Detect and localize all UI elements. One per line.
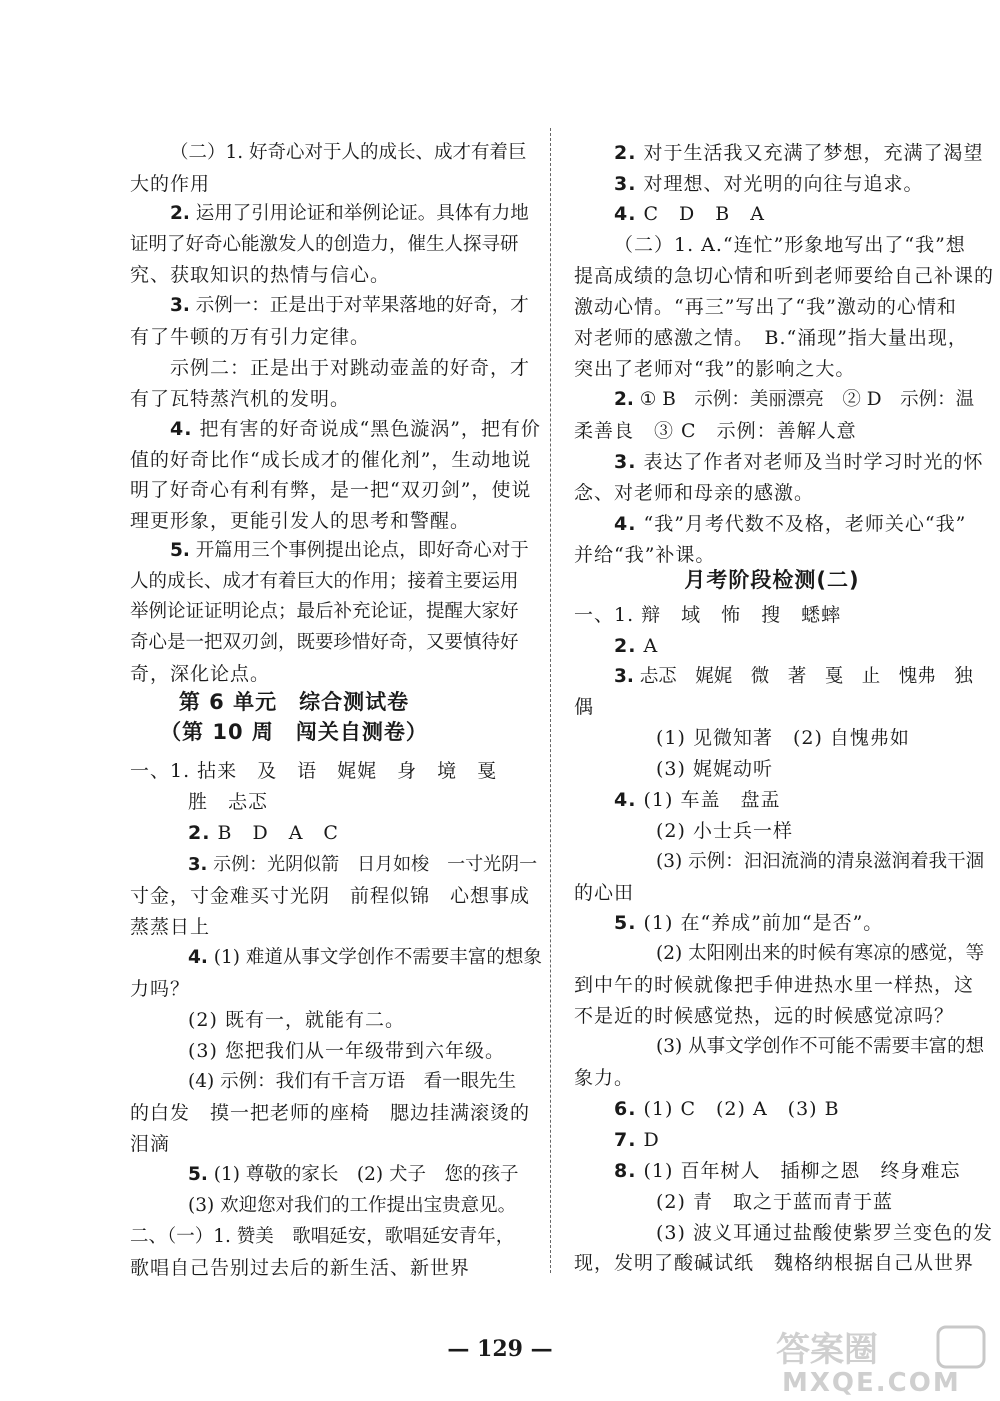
answer-line	[130, 883, 530, 909]
question-number: 8.	[614, 1160, 637, 1182]
answer-line	[614, 633, 658, 659]
section-heading	[572, 566, 972, 594]
answer-text: 对于生活我又充满了梦想，充满了渴望	[643, 142, 984, 164]
answer-text: 胜 忐忑	[188, 791, 269, 813]
question-number: 5.	[614, 912, 637, 934]
answer-text: (3) 您把我们从一年级带到六年级。	[188, 1040, 505, 1062]
answer-text: (1) 车盖 盘盂	[643, 789, 781, 811]
answer-line	[188, 1007, 405, 1033]
question-number: 3.	[614, 666, 634, 687]
answer-text: (1) 见微知著 (2) 自愧弗如	[656, 727, 910, 749]
page-number: — 129 —	[447, 1336, 553, 1362]
answer-line	[656, 756, 773, 782]
answer-text: 柔善良 ③ C 示例：善解人意	[574, 420, 857, 442]
answer-line	[170, 416, 541, 442]
answer-text: 有了瓦特蒸汽机的发明。	[130, 388, 351, 410]
answer-line	[188, 820, 339, 846]
answer-text: ① B 示例：美丽漂亮 ② D 示例：温	[639, 389, 975, 410]
answer-text: 有了牛顿的万有引力定律。	[130, 326, 371, 348]
watermark-bottom-text: MXQE.COM	[782, 1368, 961, 1397]
answer-line	[614, 1127, 660, 1153]
answer-line	[170, 538, 529, 564]
answer-line	[188, 852, 537, 878]
answer-text: 示例：光阴似箭 日月如梭 一寸光阴一	[213, 854, 538, 875]
answer-text: 力吗？	[130, 978, 191, 1000]
answer-text: D	[643, 1129, 660, 1151]
section-heading-text: 第 6 单元 综合测试卷	[178, 690, 410, 714]
answer-text: 大的作用	[130, 173, 211, 195]
answer-text: (2) 既有一，就能有二。	[188, 1009, 405, 1031]
answer-text: (2) 小士兵一样	[656, 820, 793, 842]
answer-text: 人的成长、成才有着巨大的作用；接着主要运用	[130, 571, 519, 592]
question-number: 4.	[614, 203, 637, 225]
answer-text: (1) 尊敬的家长 (2) 犬子 您的孩子	[213, 1164, 519, 1185]
section-heading-text: （第 10 周 闯关自测卷）	[160, 720, 428, 744]
answer-text: A	[643, 635, 659, 657]
answer-text: 表达了作者对老师及当时学习时光的怀	[643, 451, 984, 473]
answer-line	[656, 725, 910, 751]
watermark-logo	[770, 1325, 990, 1397]
answer-line	[130, 447, 531, 473]
answer-text: 泪滴	[130, 1133, 171, 1155]
answer-line	[170, 355, 530, 381]
answer-line	[188, 945, 542, 971]
answer-text: (3) 波义耳通过盐酸使紫罗兰变色的发	[656, 1222, 993, 1244]
answer-line	[188, 1069, 516, 1095]
answer-line	[614, 787, 780, 813]
answer-line	[574, 1003, 954, 1029]
answer-line	[130, 661, 270, 687]
answer-text: 的心田	[574, 882, 635, 904]
answer-line	[188, 789, 268, 815]
question-number: 2.	[614, 142, 637, 164]
answer-text: 的白发 摸一把老师的座椅 腮边挂满滚烫的	[130, 1102, 531, 1124]
answer-text: 二、（一）1. 赞美 歌唱延安，歌唱延安青年，	[130, 1226, 515, 1247]
answer-text: 证明了好奇心能激发人的创造力，催生人探寻研	[130, 234, 519, 255]
answer-text: (2) 太阳刚出来的时候有寒凉的感觉，等	[656, 943, 985, 964]
answer-line	[656, 941, 984, 967]
question-number: 3.	[188, 854, 208, 875]
answer-text: 示例二：正是出于对跳动壶盖的好奇，才	[170, 357, 531, 379]
answer-line	[574, 972, 974, 998]
answer-text: 值的好奇比作“成长成才的催化剂”，生动地说	[130, 449, 532, 471]
answer-line	[574, 263, 994, 289]
answer-text: B D A C	[217, 822, 339, 844]
answer-line	[614, 387, 974, 413]
answer-line	[574, 694, 594, 720]
watermark-top-text: 答案圈	[776, 1330, 878, 1370]
answer-line	[130, 599, 519, 625]
answer-text: (1) 在“养成”前加“是否”。	[643, 912, 884, 934]
answer-text: 运用了引用论证和举例论证。具体有力地	[195, 203, 529, 224]
answer-text: “我”月考代数不及格，老师关心“我”	[643, 513, 967, 535]
question-number: 2.	[188, 822, 211, 844]
answer-line	[130, 477, 531, 503]
answer-line	[574, 602, 841, 628]
answer-text: 奇，深化论点。	[130, 663, 271, 685]
question-number: 2.	[614, 389, 634, 410]
answer-text: C D B A	[643, 203, 765, 225]
answer-line	[130, 171, 210, 197]
answer-line	[170, 140, 527, 166]
answer-text: 象力。	[574, 1067, 635, 1089]
answer-line	[614, 910, 883, 936]
answer-text: (2) 青 取之于蓝而青于蓝	[656, 1191, 893, 1213]
question-number: 4.	[614, 513, 637, 535]
question-number: 7.	[614, 1129, 637, 1151]
answer-line	[188, 1038, 505, 1064]
question-number: 3.	[614, 173, 637, 195]
answer-text: (4) 示例：我们有千言万语 看一眼先生	[188, 1071, 517, 1092]
answer-line	[170, 293, 529, 319]
question-number: 6.	[614, 1098, 637, 1120]
answer-line	[130, 1131, 170, 1157]
answer-text: 把有害的好奇说成“黑色漩涡”，把有价	[199, 418, 541, 440]
answer-line	[130, 386, 350, 412]
column-divider	[550, 128, 551, 1273]
answer-line	[574, 880, 634, 906]
answer-line	[614, 140, 984, 166]
answer-line	[130, 1255, 470, 1281]
question-number: 2.	[614, 635, 637, 657]
answer-text: 蒸蒸日上	[130, 916, 211, 938]
answer-line	[614, 171, 924, 197]
answer-text: (1) 难道从事文学创作不需要丰富的想象	[213, 947, 542, 968]
answer-line	[614, 1096, 840, 1122]
answer-line	[130, 758, 497, 784]
answer-text: 提高成绩的急切心情和听到老师要给自己补课的	[574, 265, 995, 287]
answer-line	[574, 1065, 634, 1091]
answer-text: 理更形象，更能引发人的思考和警醒。	[130, 510, 471, 532]
answer-line	[614, 511, 966, 537]
watermark-icon	[770, 1325, 990, 1397]
answer-text: (3) 示例：汩汩流淌的清泉滋润着我干涸	[656, 851, 985, 872]
answer-text: (3) 娓娓动听	[656, 758, 773, 780]
answer-line	[188, 1162, 518, 1188]
answer-line	[656, 818, 793, 844]
answer-line	[574, 542, 715, 568]
answer-text: 并给“我”补课。	[574, 544, 716, 566]
answer-line	[656, 1220, 993, 1246]
answer-line	[574, 294, 957, 320]
answer-line	[130, 976, 190, 1002]
answer-text: 奇心是一把双刃剑，既要珍惜好奇，又要慎待好	[130, 632, 519, 653]
answer-text: 不是近的时候感觉热，远的时候感觉凉吗？	[574, 1005, 955, 1027]
answer-text: 明了好奇心有利有弊，是一把“双刃剑”，使说	[130, 479, 532, 501]
answer-line	[614, 664, 973, 690]
answer-text: 对理想、对光明的向往与追求。	[643, 173, 924, 195]
answer-text: 示例一：正是出于对苹果落地的好奇，才	[195, 295, 529, 316]
answer-text: 歌唱自己告别过去后的新生活、新世界	[130, 1257, 471, 1279]
answer-text: 激动心情。“再三”写出了“我”激动的心情和	[574, 296, 957, 318]
answer-text: (1) 百年树人 插柳之恩 终身难忘	[643, 1160, 961, 1182]
answer-text: 究、获取知识的热情与信心。	[130, 264, 391, 286]
answer-line	[130, 508, 470, 534]
question-number: 3.	[614, 451, 637, 473]
question-number: 2.	[170, 203, 190, 224]
answer-line	[574, 1250, 974, 1276]
answer-line	[130, 232, 519, 258]
answer-line	[656, 1189, 893, 1215]
answer-line	[130, 569, 519, 595]
answer-text: 对老师的感激之情。 B.“涌现”指大量出现，	[574, 327, 968, 349]
answer-line	[574, 325, 968, 351]
question-number: 4.	[188, 947, 208, 968]
answer-text: 一、1. 拈来 及 语 娓娓 身 境 戛	[130, 760, 498, 782]
section-heading-text: 月考阶段检测(二)	[684, 568, 860, 592]
answer-text: （二）1. 好奇心对于人的成长、成才有着巨	[170, 142, 527, 163]
answer-line	[614, 1158, 960, 1184]
question-number: 4.	[170, 418, 193, 440]
answer-line	[130, 914, 210, 940]
answer-text: 忐忑 娓娓 微 著 戛 止 愧弗 独	[639, 666, 973, 687]
question-number: 5.	[188, 1164, 208, 1185]
answer-text: 偶	[574, 696, 595, 718]
answer-line	[574, 418, 857, 444]
answer-text: 到中午的时候就像把手伸进热水里一样热，这	[574, 974, 975, 996]
answer-line	[130, 262, 390, 288]
answer-line	[130, 1100, 530, 1126]
answer-text: (3) 从事文学创作不可能不需要丰富的想	[656, 1036, 985, 1057]
answer-text: 寸金，寸金难买寸光阴 前程似锦 心想事成	[130, 885, 531, 907]
answer-text: (1) C (2) A (3) B	[643, 1098, 840, 1120]
answer-line	[656, 849, 984, 875]
answer-text: 突出了老师对“我”的影响之大。	[574, 358, 856, 380]
answer-line	[574, 480, 814, 506]
answer-text: (3) 欢迎您对我们的工作提出宝贵意见。	[188, 1195, 517, 1216]
answer-text: 一、1. 辩 域 怖 搜 蟋蟀	[574, 604, 842, 626]
answer-line	[574, 356, 855, 382]
section-heading	[84, 718, 504, 746]
answer-text: （二）1. A.“连忙”形象地写出了“我”想	[614, 234, 966, 256]
question-number: 5.	[170, 540, 190, 561]
answer-line	[130, 630, 519, 656]
answer-line	[170, 201, 529, 227]
question-number: 3.	[170, 295, 190, 316]
answer-line	[614, 449, 984, 475]
question-number: 4.	[614, 789, 637, 811]
answer-line	[188, 1193, 516, 1219]
answer-line	[656, 1034, 984, 1060]
section-heading	[84, 688, 504, 716]
answer-text: 现，发明了酸碱试纸 魏格纳根据自己从世界	[574, 1252, 975, 1274]
answer-line	[614, 201, 765, 227]
answer-line	[614, 232, 966, 258]
answer-text: 举例论证证明论点；最后补充论证，提醒大家好	[130, 601, 519, 622]
answer-text: 念、对老师和母亲的感激。	[574, 482, 815, 504]
answer-line	[130, 1224, 514, 1250]
answer-text: 开篇用三个事例提出论点，即好奇心对于	[195, 540, 529, 561]
answer-line	[130, 324, 370, 350]
